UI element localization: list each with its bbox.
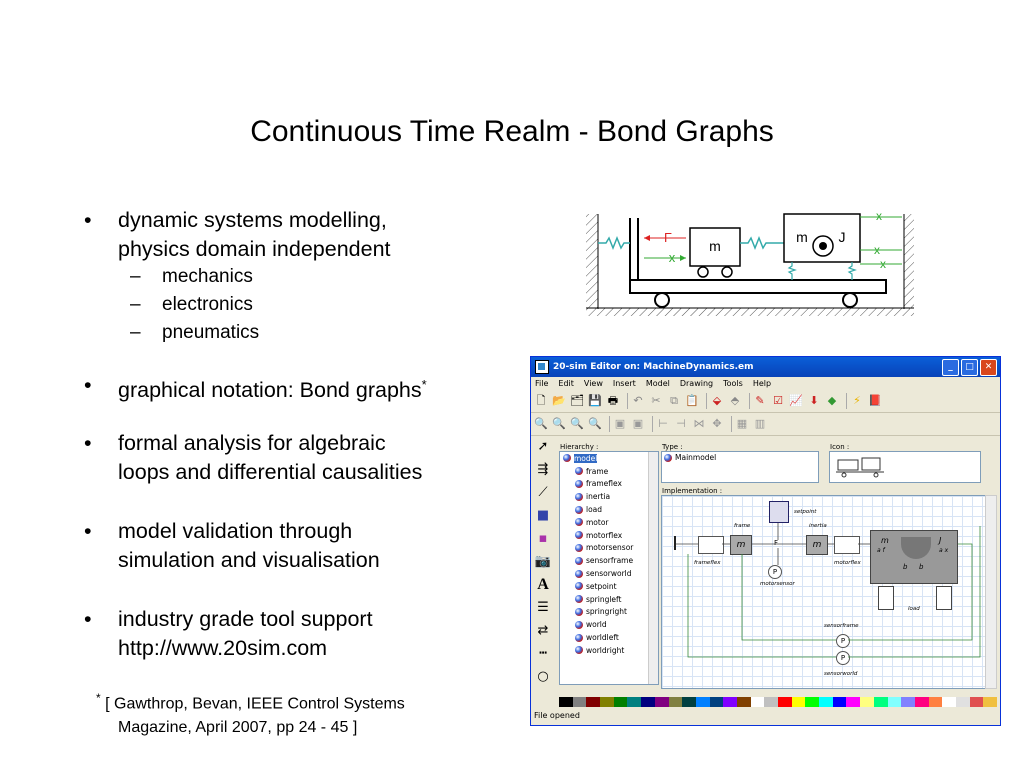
type-field[interactable]	[661, 451, 819, 483]
model-icon	[575, 634, 583, 642]
print-icon[interactable]: 🖶	[607, 394, 619, 407]
bullet-text: physics domain independent	[118, 237, 391, 261]
arrow-style-icon[interactable]: ⇄	[537, 623, 549, 638]
window-titlebar[interactable]	[531, 357, 1000, 377]
check-complete-icon[interactable]: ☑	[773, 394, 783, 407]
tree-list	[560, 452, 658, 657]
window-title: 20-sim Editor on: MachineDynamics.em	[553, 362, 754, 372]
sub-bullet-dash: –	[130, 322, 141, 343]
bullet-dot: •	[84, 373, 92, 397]
palette-swatch[interactable]	[696, 697, 710, 707]
tree-item-label: motorflex	[586, 530, 623, 540]
plot-icon[interactable]: 📈	[789, 394, 803, 407]
tree-item[interactable]	[563, 542, 658, 555]
palette-swatch[interactable]	[819, 697, 833, 707]
icon-preview[interactable]	[829, 451, 981, 483]
bullet-text: simulation and visualisation	[118, 548, 380, 572]
bullet-dot: •	[84, 607, 92, 631]
bullet-text: loops and differential causalities	[118, 460, 423, 484]
motor-af-label: a f	[877, 547, 885, 554]
tree-scrollbar[interactable]	[648, 452, 658, 684]
canvas-scrollbar[interactable]	[985, 495, 997, 689]
tree-item[interactable]	[563, 478, 658, 491]
palette-swatch[interactable]	[942, 697, 956, 707]
palette-swatch[interactable]	[641, 697, 655, 707]
toolbar-separator	[706, 393, 707, 409]
line-style-icon[interactable]: ┅	[539, 646, 547, 661]
palette-swatch[interactable]	[682, 697, 696, 707]
export-icon[interactable]: ⬇	[809, 394, 819, 407]
mechanical-system-diagram	[586, 208, 916, 318]
palette-swatch[interactable]	[573, 697, 587, 707]
connection-lines	[662, 496, 988, 688]
bullet-text-main: graphical notation: Bond graphs	[118, 378, 422, 403]
rotate-icon[interactable]: ✥	[712, 417, 722, 430]
palette-swatch[interactable]	[586, 697, 600, 707]
minimize-button[interactable]: _	[942, 359, 959, 376]
bullet-link[interactable]: http://www.20sim.com	[118, 636, 328, 660]
model-icon	[575, 646, 583, 654]
tree-item[interactable]	[563, 631, 658, 644]
bullet-dot: •	[84, 519, 92, 543]
tree-item-label: springright	[586, 607, 627, 617]
drawing-tools-palette	[533, 437, 555, 699]
sub-bullet-text: mechanics	[162, 266, 253, 287]
palette-swatch[interactable]	[764, 697, 778, 707]
tree-item[interactable]	[563, 554, 658, 567]
menu-view[interactable]: View	[583, 379, 603, 388]
model-icon	[575, 467, 583, 475]
palette-swatch[interactable]	[874, 697, 888, 707]
menu-model[interactable]: Model	[645, 379, 670, 388]
palette-swatch[interactable]	[792, 697, 806, 707]
tree-item-label: springleft	[586, 594, 622, 604]
force-junction: F	[774, 539, 779, 547]
bullet-text	[118, 371, 427, 404]
implementation-label: Implementation :	[662, 487, 723, 495]
select-arrow-icon[interactable]: ➚	[537, 439, 549, 454]
footnote-mark: *	[421, 377, 427, 392]
go-up-icon[interactable]: ⬘	[730, 394, 740, 407]
palette-swatch[interactable]	[860, 697, 874, 707]
type-label: Type :	[662, 443, 683, 451]
palette-swatch[interactable]	[983, 697, 997, 707]
palette-swatch[interactable]	[901, 697, 915, 707]
tree-item[interactable]	[563, 516, 658, 529]
undo-icon[interactable]: ↶	[633, 394, 643, 407]
tree-item[interactable]	[563, 529, 658, 542]
tree-item-label: sensorworld	[586, 569, 632, 579]
rectangle-icon[interactable]: ■	[536, 508, 550, 523]
simulator-icon[interactable]: ⚡	[853, 394, 861, 407]
tree-item[interactable]	[563, 644, 658, 657]
motorsensor-label: motorsensor	[760, 581, 795, 587]
maximize-button[interactable]: □	[961, 359, 978, 376]
palette-swatch[interactable]	[956, 697, 970, 707]
zoom-fit-icon[interactable]: 🔍	[588, 417, 602, 430]
palette-swatch[interactable]	[751, 697, 765, 707]
model-icon	[575, 480, 583, 488]
editor-window	[530, 356, 1001, 726]
new-icon[interactable]: 🗋	[536, 394, 546, 407]
palette-swatch[interactable]	[778, 697, 792, 707]
tree-item[interactable]	[563, 465, 658, 478]
tree-item-label: sensorframe	[586, 556, 634, 566]
menu-bar	[531, 377, 1000, 390]
palette-swatch[interactable]	[888, 697, 902, 707]
toolbar-separator	[627, 393, 628, 409]
ellipse-icon[interactable]: ▪	[538, 531, 548, 546]
tree-item[interactable]	[563, 593, 658, 606]
sensorworld-label: sensorworld	[824, 671, 858, 677]
palette-swatch[interactable]	[737, 697, 751, 707]
footnote-mark: *	[96, 691, 101, 705]
tree-item[interactable]	[563, 618, 658, 631]
flag-icon[interactable]: ◆	[827, 394, 837, 407]
hierarchy-label: Hierarchy :	[560, 443, 599, 451]
bring-front-icon[interactable]: ▣	[614, 417, 626, 430]
toolbar-separator	[652, 416, 653, 432]
mass-label: m	[709, 238, 721, 254]
model-icon	[575, 608, 583, 616]
x-label: x	[876, 209, 882, 223]
footnote-line-2: Magazine, April 2007, pp 24 - 45 ]	[118, 719, 358, 737]
sensorframe-icon[interactable]: P	[836, 634, 850, 648]
motor-j-label: J	[939, 536, 942, 545]
tree-item-label: worldleft	[586, 633, 619, 643]
circle-icon[interactable]: ○	[537, 669, 549, 684]
tree-item[interactable]	[563, 606, 658, 619]
implementation-canvas[interactable]	[661, 495, 989, 689]
align-left-icon[interactable]: ⊢	[658, 417, 668, 430]
model-icon	[575, 506, 583, 514]
toolbar-main	[531, 390, 1000, 413]
x-label: x	[668, 250, 676, 265]
go-down-icon[interactable]: ⬙	[712, 394, 722, 407]
sub-bullet-dash: –	[130, 266, 141, 287]
palette-swatch[interactable]	[655, 697, 669, 707]
tree-item-label: worldright	[586, 645, 625, 655]
inertia-mass-block[interactable]: m	[806, 535, 828, 555]
zoom-out-icon[interactable]: 🔍	[552, 417, 566, 430]
palette-swatch[interactable]	[710, 697, 724, 707]
model-icon	[575, 531, 583, 539]
save-icon[interactable]: 💾	[588, 394, 602, 407]
menu-drawing[interactable]: Drawing	[679, 379, 714, 388]
sensorframe-label: sensorframe	[824, 623, 859, 629]
palette-swatch[interactable]	[627, 697, 641, 707]
menu-help[interactable]: Help	[752, 379, 772, 388]
tree-item[interactable]	[563, 503, 658, 516]
tree-item-label: motorsensor	[586, 543, 634, 553]
model-icon	[575, 493, 583, 501]
palette-swatch[interactable]	[915, 697, 929, 707]
menu-edit[interactable]: Edit	[558, 379, 574, 388]
model-icon	[575, 518, 583, 526]
bullet-text: dynamic systems modelling,	[118, 208, 387, 232]
hierarchy-tree[interactable]	[559, 451, 659, 685]
damping-label-left: b	[903, 563, 908, 571]
frame-label: frame	[734, 523, 751, 529]
tree-item[interactable]	[563, 490, 658, 503]
inertia-label: inertia	[809, 523, 827, 529]
bullet-text: industry grade tool support	[118, 607, 373, 631]
toolbar-separator	[609, 416, 610, 432]
color-palette	[559, 697, 997, 707]
ungroup-icon[interactable]: ▥	[754, 417, 766, 430]
group-icon[interactable]: ▦	[736, 417, 748, 430]
toolbar-drawing	[531, 413, 1000, 436]
text-icon[interactable]: A	[537, 576, 549, 593]
tree-item-label: load	[586, 505, 603, 515]
app-icon	[535, 360, 549, 374]
motorsensor-icon[interactable]: P	[768, 565, 782, 579]
palette-swatch[interactable]	[614, 697, 628, 707]
model-icon	[575, 621, 583, 629]
cut-icon[interactable]: ✂	[651, 394, 661, 407]
tree-item-label: world	[586, 620, 607, 630]
footnote-line-1: [ Gawthrop, Bevan, IEEE Control Systems	[105, 695, 405, 713]
tree-item-label: frame	[586, 466, 609, 476]
camera-icon[interactable]: 📷	[534, 554, 552, 569]
model-icon	[575, 582, 583, 590]
menu-file[interactable]: File	[535, 379, 549, 388]
inertia-label: J	[838, 229, 846, 245]
zoom-in-icon[interactable]: 🔍	[570, 417, 584, 430]
model-icon	[575, 595, 583, 603]
tree-item-label: inertia	[586, 492, 611, 502]
menu-tools[interactable]: Tools	[723, 379, 743, 388]
align-right-icon[interactable]: ⊣	[676, 417, 686, 430]
setpoint-label: setpoint	[794, 509, 817, 515]
check-model-icon[interactable]: ✎	[755, 394, 765, 407]
palette-swatch[interactable]	[929, 697, 943, 707]
motorflex-label: motorflex	[834, 560, 861, 566]
motor-ax-label: a x	[939, 547, 949, 554]
sensorworld-icon[interactable]: P	[836, 651, 850, 665]
model-icon	[575, 557, 583, 565]
toolbar-separator	[846, 393, 847, 409]
model-icon	[575, 544, 583, 552]
line-width-icon[interactable]: ☰	[537, 600, 549, 615]
bullet-text: model validation through	[118, 519, 353, 543]
sub-bullet-text: electronics	[162, 294, 253, 315]
polyline-icon[interactable]: ⟋	[538, 485, 548, 500]
motor-m-label: m	[881, 536, 889, 545]
tree-item[interactable]	[563, 567, 658, 580]
bullet-dot: •	[84, 431, 92, 455]
x-label: x	[874, 243, 880, 257]
damping-label-right: b	[919, 563, 924, 571]
toolbar-separator	[749, 393, 750, 409]
palette-swatch[interactable]	[833, 697, 847, 707]
status-bar: File opened	[534, 711, 580, 720]
sub-bullet-text: pneumatics	[162, 322, 260, 343]
icon-label: Icon :	[830, 443, 850, 451]
footnote	[96, 686, 405, 740]
menu-insert[interactable]: Insert	[612, 379, 636, 388]
open-icon[interactable]: 📂	[552, 394, 566, 407]
tree-item-label: motor	[586, 517, 609, 527]
send-back-icon[interactable]: ▣	[632, 417, 644, 430]
force-label: F	[664, 230, 672, 245]
tree-item-label: setpoint	[586, 581, 617, 591]
load-label: load	[908, 606, 920, 612]
type-value: Mainmodel	[675, 453, 717, 462]
cart-icon	[836, 456, 886, 478]
tree-item[interactable]	[563, 580, 658, 593]
palette-swatch[interactable]	[559, 697, 573, 707]
palette-swatch[interactable]	[600, 697, 614, 707]
tree-item-label: frameflex	[586, 479, 622, 489]
copy-icon[interactable]: ⧉	[670, 394, 678, 407]
bullet-text: formal analysis for algebraic	[118, 431, 386, 455]
tree-icon[interactable]: 🗂	[570, 394, 584, 407]
bullet-dot: •	[84, 208, 92, 232]
slide-title: Continuous Time Realm - Bond Graphs	[250, 115, 774, 148]
palette-swatch[interactable]	[805, 697, 819, 707]
frameflex-label: frameflex	[694, 560, 721, 566]
model-icon	[575, 570, 583, 578]
close-button[interactable]: ✕	[980, 359, 997, 376]
zoom-icon[interactable]: 🔍	[534, 417, 548, 430]
x-label: x	[880, 257, 886, 271]
tree-item-label: model	[574, 453, 598, 463]
paste-icon[interactable]: 📋	[685, 394, 699, 407]
model-icon	[563, 454, 571, 462]
sub-bullet-dash: –	[130, 294, 141, 315]
tree-item-root[interactable]	[563, 452, 658, 465]
palette-swatch[interactable]	[970, 697, 984, 707]
frame-mass-block[interactable]: m	[730, 535, 752, 555]
connect-icon[interactable]: ⇶	[537, 462, 549, 477]
library-icon[interactable]: 📕	[868, 394, 882, 407]
palette-swatch[interactable]	[669, 697, 683, 707]
palette-swatch[interactable]	[723, 697, 737, 707]
palette-swatch[interactable]	[846, 697, 860, 707]
model-icon	[664, 454, 672, 462]
toolbar-separator	[731, 416, 732, 432]
motor-mass-label: m	[796, 229, 808, 245]
flip-icon[interactable]: ⋈	[693, 417, 705, 430]
